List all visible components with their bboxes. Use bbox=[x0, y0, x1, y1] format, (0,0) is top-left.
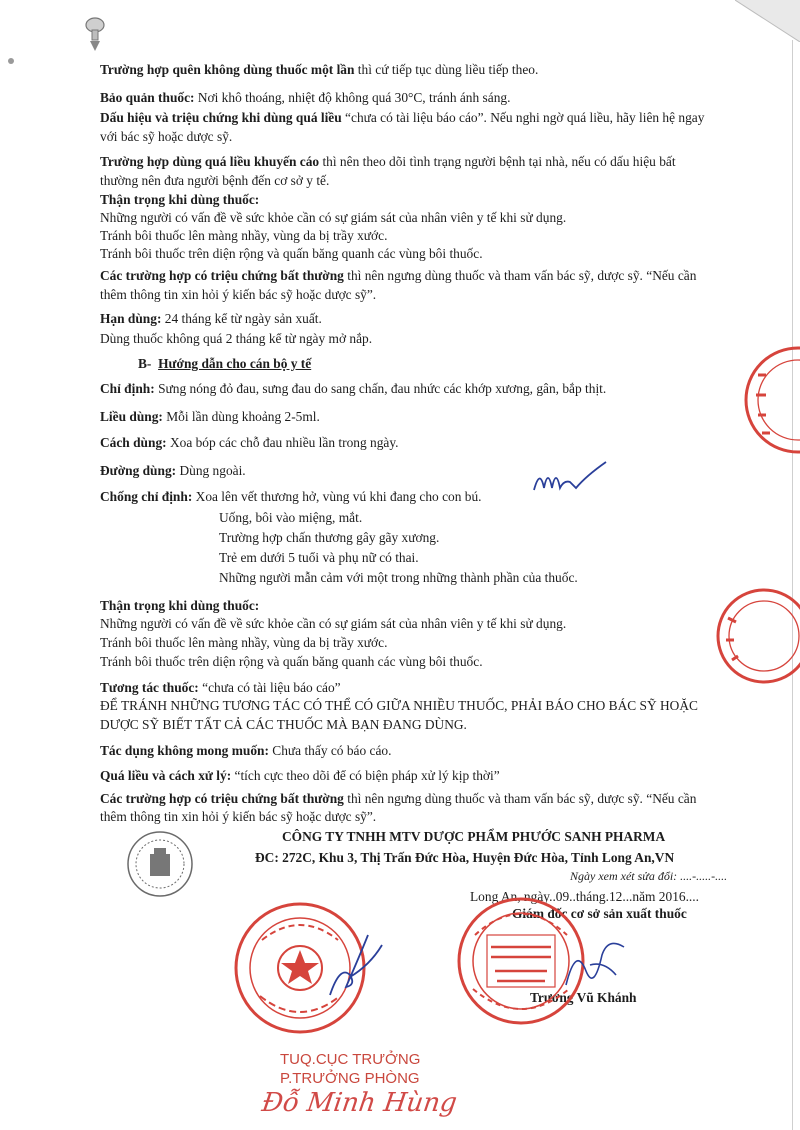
certification-seal bbox=[124, 828, 196, 900]
text-line: thêm thông tin xin hỏi ý kiến bác sỹ hoặc dược sỹ”. bbox=[100, 287, 377, 302]
text-line bbox=[100, 768, 500, 784]
text-line: Dùng thuốc không quá 2 tháng kể từ ngày mở nắp. bbox=[100, 331, 373, 346]
text-line bbox=[100, 90, 510, 106]
bold-label: Các trường hợp có triệu chứng bất thường bbox=[100, 268, 344, 283]
bold-label: Bảo quản thuốc: bbox=[100, 90, 195, 105]
text-line: Tránh bôi thuốc lên màng nhầy, vùng da bị trầy xước. bbox=[100, 635, 388, 650]
text-line bbox=[100, 680, 341, 696]
signing-date: Long An, ngày..09..tháng.12...năm 2016.... bbox=[470, 889, 699, 904]
text-line bbox=[100, 154, 676, 170]
line-text: Sưng nóng đỏ đau, sưng đau do sang chấn, đau nhức các khớp xương, gân, bắp thịt. bbox=[154, 381, 607, 396]
section-heading: Thận trọng khi dùng thuốc: bbox=[100, 598, 260, 613]
text-line: Tránh bôi thuốc lên màng nhầy, vùng da bị trầy xước. bbox=[100, 228, 388, 243]
company-name: CÔNG TY TNHH MTV DƯỢC PHẨM PHƯỚC SANH PHARMA bbox=[282, 829, 666, 844]
text-line: thêm thông tin xin hỏi ý kiến bác sỹ hoặc dược sỹ”. bbox=[100, 809, 377, 824]
page-edge bbox=[792, 40, 793, 1130]
bold-label: Hạn dùng: bbox=[100, 311, 162, 326]
text-line: thường nên đưa người bệnh đến cơ sở y tế. bbox=[100, 173, 330, 188]
line-text: “chưa có tài liệu báo cáo”. Nếu nghi ngờ quá liều, hãy liên hệ ngay bbox=[341, 110, 705, 125]
bold-label: Tương tác thuốc: bbox=[100, 680, 199, 695]
line-text: thì nên ngưng dùng thuốc và tham vấn bác sỹ, dược sỹ. “Nếu cần bbox=[343, 791, 697, 806]
bold-label: Dấu hiệu và triệu chứng khi dùng quá liều bbox=[100, 110, 342, 125]
edge-stamp-top bbox=[738, 345, 800, 455]
official-handwritten-signature bbox=[320, 925, 390, 1005]
text-line bbox=[100, 791, 696, 807]
folded-corner bbox=[735, 0, 800, 42]
text-line bbox=[100, 311, 322, 327]
line-text: thì cứ tiếp tục dùng liều tiếp theo. bbox=[354, 62, 539, 77]
text-line bbox=[100, 62, 538, 78]
text-line bbox=[100, 463, 246, 479]
pushpin-icon bbox=[80, 15, 110, 55]
section-prefix: B- bbox=[138, 356, 152, 371]
text-line bbox=[100, 435, 399, 451]
text-line: với bác sỹ hoặc dược sỹ. bbox=[100, 129, 233, 144]
edge-stamp-bottom bbox=[674, 588, 800, 688]
bold-label: Tác dụng không mong muốn: bbox=[100, 743, 269, 758]
review-date: Ngày xem xét sửa đổi: ....-.....-.... bbox=[570, 869, 728, 883]
bold-label: Chống chỉ định: bbox=[100, 489, 193, 504]
bold-label: Các trường hợp có triệu chứng bất thường bbox=[100, 791, 344, 806]
text-line: Những người mẫn cảm với một trong những thành phần của thuốc. bbox=[219, 570, 578, 585]
line-text: thì nên ngưng dùng thuốc và tham vấn bác sỹ, dược sỹ. “Nếu cần bbox=[343, 268, 697, 283]
text-line bbox=[100, 268, 696, 284]
section-heading-b bbox=[138, 356, 311, 372]
scan-dot bbox=[8, 58, 14, 64]
line-text: thì nên theo dõi tình trạng người bệnh tại nhà, nếu có dấu hiệu bất bbox=[319, 154, 676, 169]
text-line bbox=[100, 489, 481, 505]
initials-signature bbox=[530, 460, 610, 500]
bold-label: Trường hợp quên không dùng thuốc một lần bbox=[100, 62, 355, 77]
line-text: Chưa thấy có báo cáo. bbox=[268, 743, 392, 758]
text-line: Trường hợp chấn thương gây gãy xương. bbox=[219, 530, 440, 545]
line-text: Nơi khô thoáng, nhiệt độ không quá 30°C, tránh ánh sáng. bbox=[194, 90, 511, 105]
bold-label: Trường hợp dùng quá liều khuyến cáo bbox=[100, 154, 320, 169]
bold-label: Đường dùng: bbox=[100, 463, 177, 478]
director-title: Giám đốc cơ sở sản xuất thuốc bbox=[512, 906, 687, 921]
text-line: Tránh bôi thuốc trên diện rộng và quấn băng quanh các vùng bôi thuốc. bbox=[100, 654, 483, 669]
line-text: Mỗi lần dùng khoảng 2-5ml. bbox=[162, 409, 320, 424]
text-line bbox=[100, 110, 704, 126]
line-text: Xoa lên vết thương hở, vùng vú khi đang cho con bú. bbox=[192, 489, 482, 504]
text-line: Những người có vấn đề về sức khỏe cần có sự giám sát của nhân viên y tế khi sử dụng. bbox=[100, 616, 567, 631]
section-title: Hướng dẫn cho cán bộ y tế bbox=[158, 356, 312, 371]
line-text: Dùng ngoài. bbox=[176, 463, 246, 478]
official-subtitle: P.TRƯỞNG PHÒNG bbox=[280, 1070, 420, 1087]
bold-label: Chỉ định: bbox=[100, 381, 155, 396]
section-heading: Thận trọng khi dùng thuốc: bbox=[100, 192, 260, 207]
text-line: ĐỂ TRÁNH NHỮNG TƯƠNG TÁC CÓ THỂ CÓ GIỮA NHIỀU THUỐC, PHẢI BÁO CHO BÁC SỸ HOẶC bbox=[100, 698, 698, 713]
line-text: “chưa có tài liệu báo cáo” bbox=[198, 680, 341, 695]
director-handwritten-signature bbox=[560, 925, 630, 995]
text-line: DƯỢC SỸ BIẾT TẤT CẢ CÁC THUỐC MÀ BẠN ĐANG DÙNG. bbox=[100, 717, 467, 732]
text-line: Những người có vấn đề về sức khỏe cần có sự giám sát của nhân viên y tế khi sử dụng. bbox=[100, 210, 567, 225]
text-line bbox=[100, 743, 391, 759]
bold-label: Quá liều và cách xử lý: bbox=[100, 768, 232, 783]
text-line bbox=[100, 409, 320, 425]
bold-label: Cách dùng: bbox=[100, 435, 167, 450]
text-line bbox=[100, 381, 606, 397]
line-text: 24 tháng kể từ ngày sản xuất. bbox=[161, 311, 322, 326]
official-title: TUQ.CỤC TRƯỞNG bbox=[280, 1051, 421, 1068]
line-text: Xoa bóp các chỗ đau nhiều lần trong ngày. bbox=[166, 435, 399, 450]
text-line: Tránh bôi thuốc trên diện rộng và quấn băng quanh các vùng bôi thuốc. bbox=[100, 246, 483, 261]
text-line: Trẻ em dưới 5 tuổi và phụ nữ có thai. bbox=[219, 550, 419, 565]
company-address: ĐC: 272C, Khu 3, Thị Trấn Đức Hòa, Huyện Đức Hòa, Tỉnh Long An,VN bbox=[255, 850, 675, 865]
bold-label: Liều dùng: bbox=[100, 409, 163, 424]
official-signature: Đỗ Minh Hùng bbox=[259, 1088, 459, 1118]
text-line: Uống, bôi vào miệng, mắt. bbox=[219, 510, 363, 525]
director-name: Trương Vũ Khánh bbox=[530, 990, 637, 1005]
line-text: “tích cực theo dõi để có biện pháp xử lý kịp thời” bbox=[231, 768, 500, 783]
